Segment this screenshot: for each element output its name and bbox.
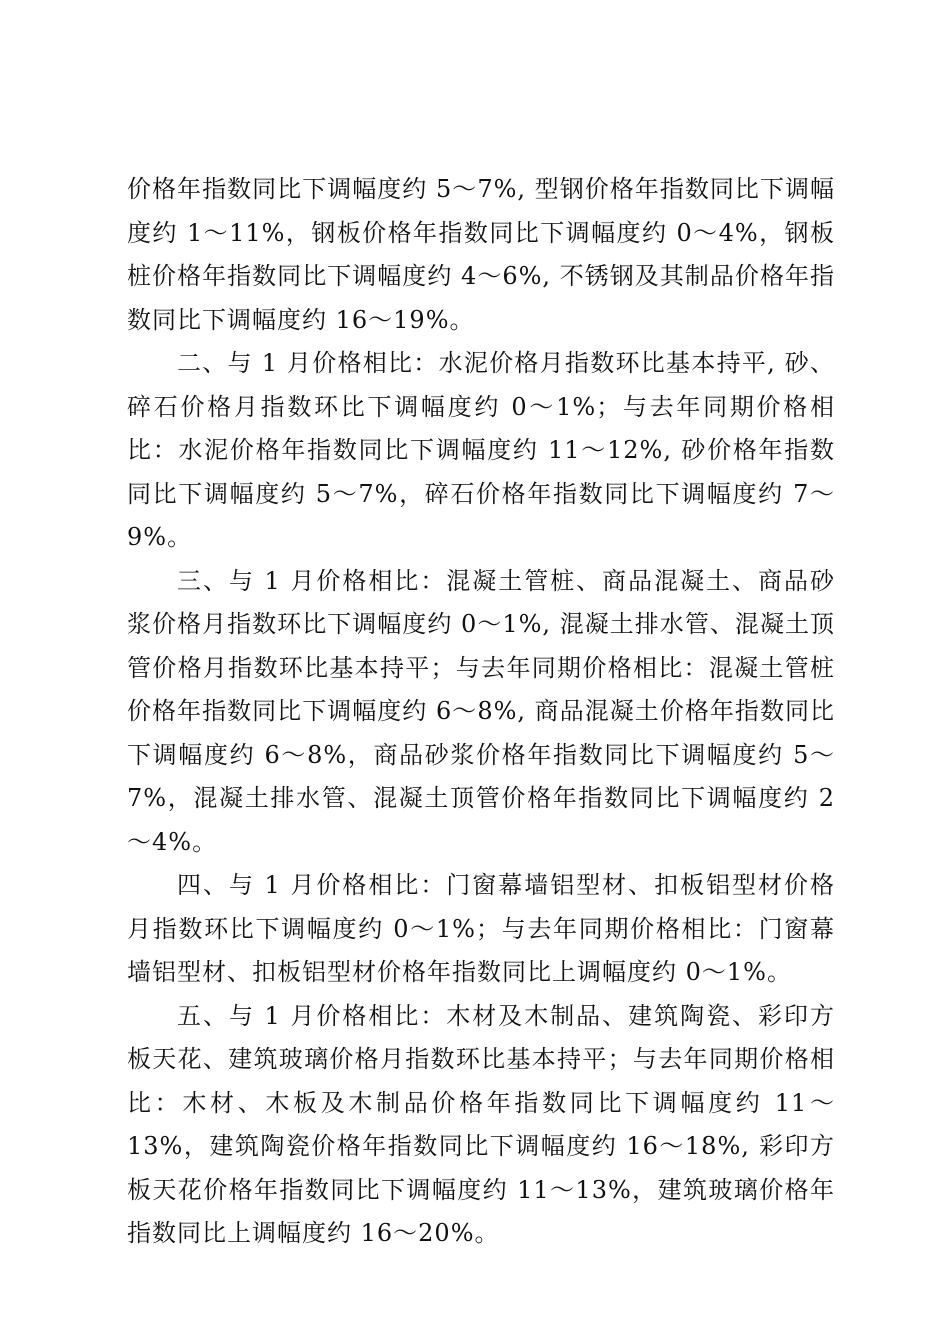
paragraph-steel-continued: 价格年指数同比下调幅度约 5～7%, 型钢价格年指数同比下调幅度约 1～11%，钢板价格年指数同比下调幅度约 0～4%，钢板桩价格年指数同比下调幅度约 4～6%, 不锈钢及其制品价格年指数同比下调幅度约 16～19%。 <box>127 175 835 334</box>
paragraph-concrete: 三、与 1 月价格相比：混凝土管桩、商品混凝土、商品砂浆价格月指数环比下调幅度约 0～1%, 混凝土排水管、混凝土顶管价格月指数环比基本持平；与去年同期价格相比：混凝土管桩价格年指数同比下调幅度约 6～8%, 商品混凝土价格年指数同比下调幅度约 6～8%，商品砂浆价格年指数同比下调幅度约 5～7%，混凝土排水管、混凝土顶管价格年指数同比下调幅度约 2～4%。 <box>127 566 835 856</box>
paragraph-cement-sand-stone: 二、与 1 月价格相比：水泥价格月指数环比基本持平, 砂、碎石价格月指数环比下调幅度约 0～1%；与去年同期价格相比：水泥价格年指数同比下调幅度约 11～12%, 砂价格年指数同比下调幅度约 5～7%，碎石价格年指数同比下调幅度约 7～9%。 <box>127 349 835 551</box>
document-body <box>127 168 835 1256</box>
paragraph-wood-ceramics-glass: 五、与 1 月价格相比：木材及木制品、建筑陶瓷、彩印方板天花、建筑玻璃价格月指数环比基本持平；与去年同期价格相比：木材、木板及木制品价格年指数同比下调幅度约 11～13%，建筑陶瓷价格年指数同比下调幅度约 16～18%, 彩印方板天花价格年指数同比下调幅度约 11～13%，建筑玻璃价格年指数同比上调幅度约 16～20%。 <box>127 1001 835 1247</box>
paragraph-aluminum-profiles: 四、与 1 月价格相比：门窗幕墙铝型材、扣板铝型材价格月指数环比下调幅度约 0～1%；与去年同期价格相比：门窗幕墙铝型材、扣板铝型材价格年指数同比上调幅度约 0～1%。 <box>127 871 835 986</box>
